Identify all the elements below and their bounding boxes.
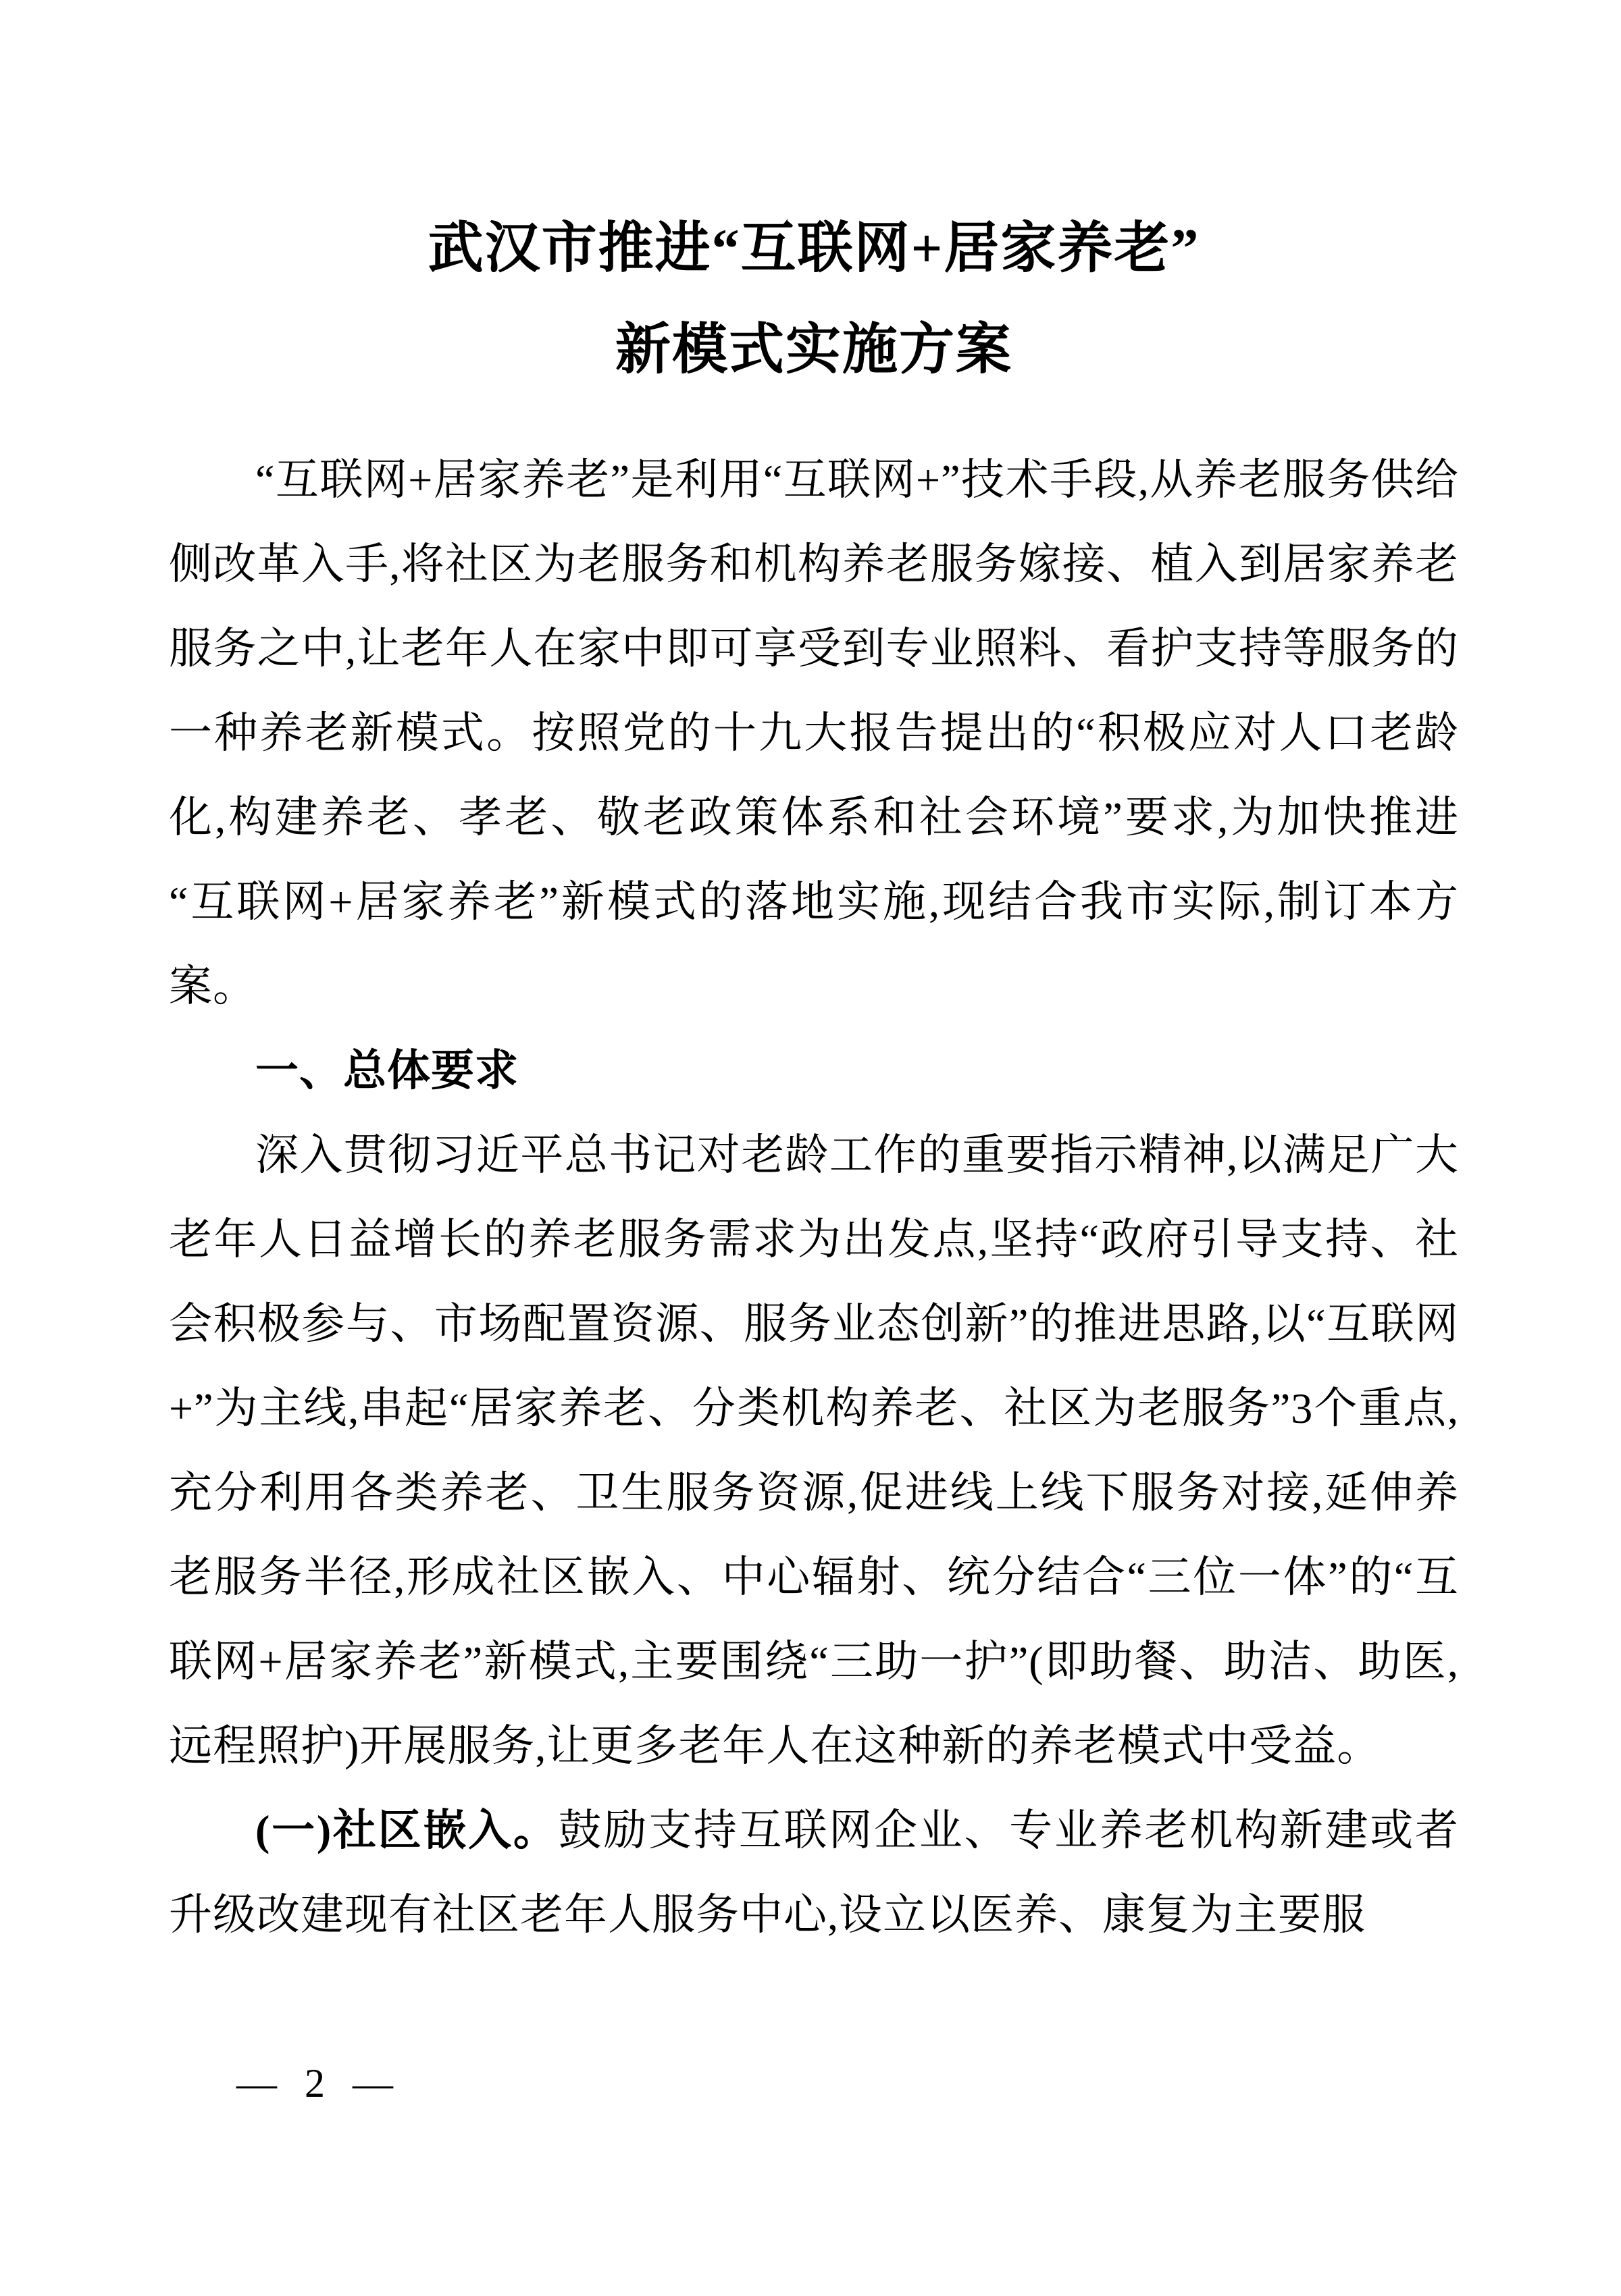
section-heading-overall-requirements: 一、总体要求 (255, 1046, 519, 1095)
community-embed-lead: (一)社区嵌入。 (255, 1806, 559, 1854)
document-title (169, 198, 1459, 400)
title-line-1: 武汉市推进“互联网+居家养老” (428, 217, 1200, 279)
document-body (169, 438, 1459, 1957)
intro-paragraph: “互联网+居家养老”是利用“互联网+”技术手段,从养老服务供给侧改革入手,将社区为老服务和机构养老服务嫁接、植入到居家养老服务之中,让老年人在家中即可享受到专业照料、看护支持等服务的一种养老新模式。按照党的十九大报告提出的“积极应对人口老龄化,构建养老、孝老、敬老政策体系和社会环境”要求,为加快推进“互联网+居家养老”新模式的落地实施,现结合我市实际,制订本方案。 (169, 456, 1459, 1010)
title-line-2: 新模式实施方案 (615, 319, 1012, 380)
community-embed-text: 鼓励支持互联网企业、专业养老机构新建或者升级改建现有社区老年人服务中心,设立以医养、康复为主要服 (169, 1806, 1460, 1939)
page-number: — 2 — (236, 2061, 396, 2106)
overall-requirements-paragraph: 深入贯彻习近平总书记对老龄工作的重要指示精神,以满足广大老年人日益增长的养老服务需求为出发点,坚持“政府引导支持、社会积极参与、市场配置资源、服务业态创新”的推进思路,以“互联网+”为主线,串起“居家养老、分类机构养老、社区为老服务”3个重点,充分利用各类养老、卫生服务资源,促进线上线下服务对接,延伸养老服务半径,形成社区嵌入、中心辐射、统分结合“三位一体”的“互联网+居家养老”新模式,主要围绕“三助一护”(即助餐、助洁、助医,远程照护)开展服务,让更多老年人在这种新的养老模式中受益。 (169, 1131, 1459, 1770)
community-embed-paragraph (169, 1788, 1459, 1957)
